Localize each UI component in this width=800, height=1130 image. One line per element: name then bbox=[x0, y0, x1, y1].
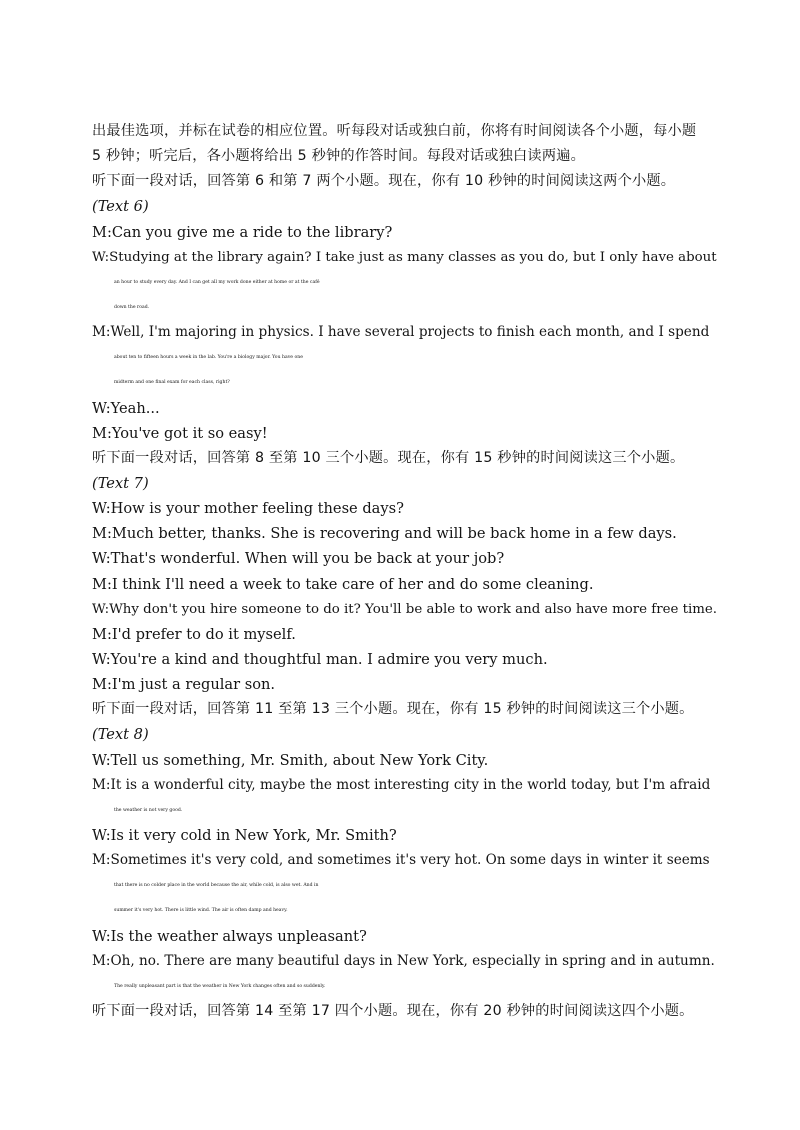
speaker-label: M bbox=[92, 776, 106, 793]
speaker-colon: : bbox=[106, 525, 112, 543]
speaker-colon: : bbox=[104, 249, 110, 265]
speaker-colon: : bbox=[105, 776, 111, 793]
text-label: (Text 6) bbox=[92, 198, 149, 216]
speaker-label: W bbox=[92, 249, 105, 265]
dialogue-line bbox=[92, 848, 717, 873]
speaker-label: W bbox=[92, 751, 106, 769]
speaker-colon: : bbox=[106, 676, 112, 694]
utterance: Why don't you hire someone to do it? You'll be able to work and also have more free time. bbox=[109, 601, 718, 617]
dialogue-line bbox=[92, 396, 717, 421]
speaker-colon: : bbox=[106, 424, 112, 442]
dialogue-line bbox=[92, 622, 717, 647]
utterance: I'd prefer to do it myself. bbox=[111, 625, 296, 643]
speaker-label: W bbox=[92, 500, 106, 518]
speaker-label: M bbox=[92, 575, 107, 593]
dialogue-continuation: about ten to fifteen hours a week in the lab. You're a biology major. You have one bbox=[114, 355, 303, 361]
speaker-label: M bbox=[92, 324, 106, 341]
speaker-colon: : bbox=[104, 601, 110, 617]
dialogue-line bbox=[92, 949, 717, 974]
section-instruction: 听下面一段对话，回答第 8 至第 10 三个小题。现在，你有 15 秒钟的时间阅读这三个小题。 bbox=[92, 449, 685, 466]
utterance: Oh, no. There are many beautiful days in New York, especially in spring and in autumn. bbox=[110, 952, 715, 969]
dialogue-line bbox=[92, 748, 717, 773]
dialogue-continuation: the weather is not very good. bbox=[114, 807, 183, 813]
utterance: Is it very cold in New York, Mr. Smith? bbox=[110, 826, 397, 844]
speaker-label: M bbox=[92, 676, 107, 694]
speaker-label: M bbox=[92, 223, 107, 241]
utterance: Sometimes it's very cold, and sometimes it's very hot. On some days in winter it seems bbox=[110, 852, 710, 869]
speaker-label: W bbox=[92, 550, 106, 568]
speaker-colon: : bbox=[105, 927, 111, 945]
speaker-label: W bbox=[92, 601, 105, 617]
speaker-label: W bbox=[92, 927, 106, 945]
speaker-colon: : bbox=[105, 952, 111, 969]
dialogue-continuation: summer it's very hot. There is little wind. The air is often damp and heavy. bbox=[114, 908, 288, 914]
speaker-colon: : bbox=[105, 852, 111, 869]
speaker-label: M bbox=[92, 424, 107, 442]
speaker-label: W bbox=[92, 399, 106, 417]
dialogue-continuation: down the road. bbox=[114, 304, 150, 310]
dialogue-line bbox=[92, 597, 717, 622]
utterance: Studying at the library again? I take just as many classes as you do, but I only have about bbox=[109, 249, 717, 265]
speaker-label: W bbox=[92, 650, 106, 668]
dialogue-line bbox=[92, 320, 717, 345]
text-label: (Text 7) bbox=[92, 474, 149, 492]
speaker-colon: : bbox=[105, 500, 111, 518]
utterance: I'm just a regular son. bbox=[111, 676, 276, 694]
dialogue-continuation: midterm and one final exam for each class, right? bbox=[114, 380, 230, 386]
speaker-colon: : bbox=[105, 550, 111, 568]
transcript-text bbox=[92, 119, 717, 1024]
utterance: How is your mother feeling these days? bbox=[110, 500, 404, 518]
section-instruction: 听下面一段对话，回答第 14 至第 17 四个小题。现在，你有 20 秒钟的时间阅读这四个小题。 bbox=[92, 1002, 694, 1019]
speaker-colon: : bbox=[105, 399, 111, 417]
speaker-label: M bbox=[92, 952, 106, 969]
dialogue-line bbox=[92, 823, 717, 848]
speaker-label: M bbox=[92, 525, 107, 543]
utterance: It is a wonderful city, maybe the most interesting city in the world today, but I'm afraid bbox=[110, 776, 711, 793]
utterance: That's wonderful. When will you be back at your job? bbox=[110, 550, 505, 568]
speaker-colon: : bbox=[106, 625, 112, 643]
speaker-colon: : bbox=[106, 575, 112, 593]
dialogue-continuation: an hour to study every day. And I can get all my work done either at home or at the café bbox=[114, 279, 320, 285]
speaker-label: W bbox=[92, 826, 106, 844]
speaker-label: M bbox=[92, 625, 107, 643]
dialogue-line bbox=[92, 924, 717, 949]
speaker-colon: : bbox=[106, 223, 112, 241]
speaker-colon: : bbox=[105, 751, 111, 769]
section-instruction: 出最佳选项，并标在试卷的相应位置。听每段对话或独白前，你将有时间阅读各个小题，每小题 bbox=[92, 123, 697, 139]
dialogue-line bbox=[92, 496, 717, 521]
dialogue-line bbox=[92, 521, 717, 546]
utterance: Yeah... bbox=[110, 399, 160, 417]
dialogue-line bbox=[92, 773, 717, 798]
speaker-colon: : bbox=[105, 324, 111, 341]
dialogue-continuation: The really unpleasant part is that the weather in New York changes often and so suddenly. bbox=[114, 983, 326, 989]
dialogue-line bbox=[92, 220, 717, 245]
speaker-colon: : bbox=[105, 826, 111, 844]
dialogue-line bbox=[92, 245, 717, 270]
dialogue-line bbox=[92, 546, 717, 571]
section-instruction: 听下面一段对话，回答第 11 至第 13 三个小题。现在，你有 15 秒钟的时间阅读这三个小题。 bbox=[92, 701, 694, 718]
text-label: (Text 8) bbox=[92, 726, 149, 744]
section-instruction: 5 秒钟；听完后，各小题将给出 5 秒钟的作答时间。每段对话或独白读两遍。 bbox=[92, 148, 585, 165]
dialogue-line bbox=[92, 647, 717, 672]
utterance: You're a kind and thoughtful man. I admire you very much. bbox=[110, 650, 548, 668]
dialogue-continuation: that there is no colder place in the world because the air, while cold, is also wet. And in bbox=[114, 883, 319, 889]
dialogue-line bbox=[92, 421, 717, 446]
speaker-colon: : bbox=[105, 650, 111, 668]
section-instruction: 听下面一段对话，回答第 6 和第 7 两个小题。现在，你有 10 秒钟的时间阅读这两个小题。 bbox=[92, 173, 676, 190]
utterance: Can you give me a ride to the library? bbox=[111, 223, 393, 241]
utterance: Well, I'm majoring in physics. I have several projects to finish each month, and I spend bbox=[110, 324, 710, 341]
utterance: I think I'll need a week to take care of her and do some cleaning. bbox=[111, 575, 594, 593]
utterance: Much better, thanks. She is recovering and will be back home in a few days. bbox=[111, 525, 677, 543]
utterance: Is the weather always unpleasant? bbox=[110, 927, 367, 945]
speaker-label: M bbox=[92, 852, 106, 869]
dialogue-line bbox=[92, 672, 717, 697]
utterance: You've got it so easy! bbox=[111, 424, 268, 442]
dialogue-line bbox=[92, 572, 717, 597]
utterance: Tell us something, Mr. Smith, about New York City. bbox=[110, 751, 489, 769]
